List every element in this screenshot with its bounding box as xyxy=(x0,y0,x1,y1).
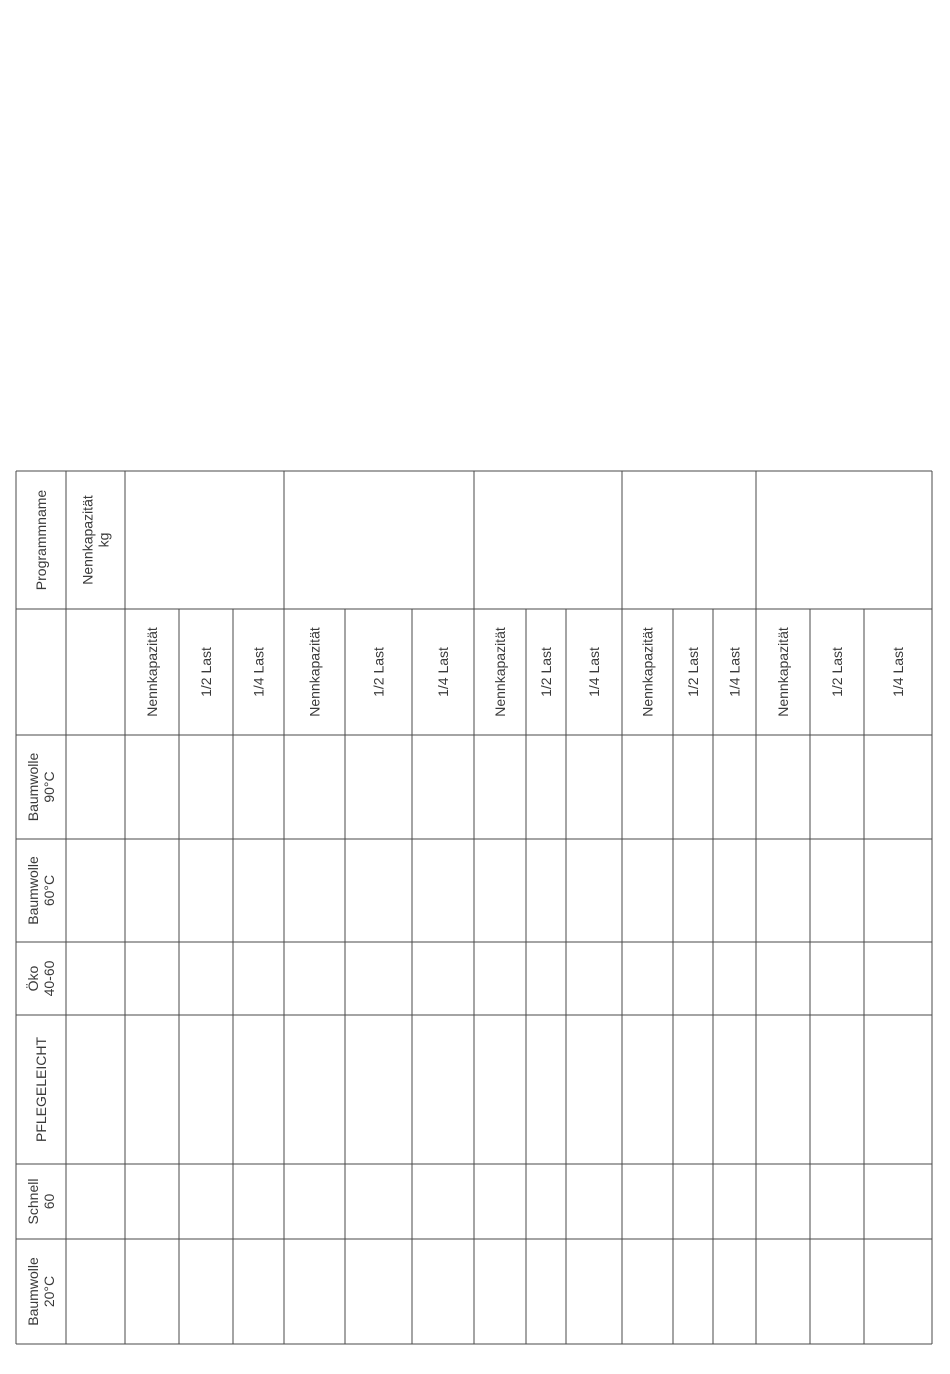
rated-capacity-header xyxy=(80,495,112,585)
program-name-4-line-1: PFLEGELEICHT xyxy=(33,1036,49,1143)
table-grid xyxy=(16,471,932,1344)
program-name-3 xyxy=(24,960,57,996)
program-name-2-line-2: 60°C xyxy=(41,874,57,907)
load-label-group-4-2 xyxy=(685,647,701,697)
load-label-group-2-2 xyxy=(371,647,387,697)
program-name-5-line-1: Schnell xyxy=(25,1178,41,1225)
program-name-1-line-2: 90°C xyxy=(41,771,57,803)
load-label-group-4-1 xyxy=(640,627,656,717)
load-label-group-1-2 xyxy=(198,647,214,697)
load-label-group-2-2-line-1: 1/2 Last xyxy=(370,647,387,697)
program-name-5-line-2: 60 xyxy=(41,1193,57,1210)
load-label-group-4-3 xyxy=(727,647,743,697)
program-name-2 xyxy=(25,856,57,925)
table-labels xyxy=(24,490,906,1326)
load-label-group-3-3-line-1: 1/4 Last xyxy=(586,647,602,697)
load-label-group-2-3-line-1: 1/4 Last xyxy=(435,647,451,697)
load-label-group-5-3-line-1: 1/4 Last xyxy=(890,647,906,697)
program-name-header-line-1: Programmname xyxy=(33,489,49,591)
program-name-6 xyxy=(25,1257,57,1326)
load-label-group-1-2-line-1: 1/2 Last xyxy=(198,647,214,697)
program-name-1 xyxy=(25,753,57,822)
load-label-group-3-2 xyxy=(538,647,554,697)
load-label-group-2-1 xyxy=(307,627,323,717)
load-label-group-1-3-line-1: 1/4 Last xyxy=(250,647,267,697)
load-label-group-5-2 xyxy=(829,647,845,697)
program-name-4 xyxy=(33,1037,49,1142)
load-label-group-1-1-line-1: Nennkapazität xyxy=(144,627,160,717)
rated-capacity-header-line-1: Nennkapazität xyxy=(79,495,96,585)
load-label-group-5-1-line-1: Nennkapazität xyxy=(775,627,791,717)
load-label-group-3-1 xyxy=(492,627,508,717)
rated-capacity-header-line-2: kg xyxy=(95,532,112,548)
program-name-header xyxy=(33,490,49,591)
load-label-group-5-3 xyxy=(890,647,906,697)
load-label-group-5-1 xyxy=(775,627,791,717)
program-name-6-line-1: Baumwolle xyxy=(25,1257,41,1326)
program-name-1-line-1: Baumwolle xyxy=(25,752,41,822)
load-label-group-2-3 xyxy=(435,647,451,697)
load-label-group-4-1-line-1: Nennkapazität xyxy=(639,627,656,717)
program-name-5 xyxy=(25,1179,57,1225)
load-label-group-3-3 xyxy=(586,647,602,697)
program-name-3-line-1: Öko xyxy=(25,965,41,992)
program-name-3-line-2: 40-60 xyxy=(41,960,57,997)
load-label-group-3-1-line-1: Nennkapazität xyxy=(492,627,508,717)
load-label-group-5-2-line-1: 1/2 Last xyxy=(829,647,845,697)
load-label-group-1-3 xyxy=(251,647,267,697)
load-label-group-4-2-line-1: 1/2 Last xyxy=(685,647,701,697)
load-label-group-1-1 xyxy=(144,627,160,717)
load-label-group-3-2-line-1: 1/2 Last xyxy=(538,647,554,697)
load-label-group-4-3-line-1: 1/4 Last xyxy=(726,647,743,697)
program-name-2-line-1: Baumwolle xyxy=(25,856,41,925)
program-name-6-line-2: 20°C xyxy=(41,1275,57,1308)
load-label-group-2-1-line-1: Nennkapazität xyxy=(306,627,323,717)
